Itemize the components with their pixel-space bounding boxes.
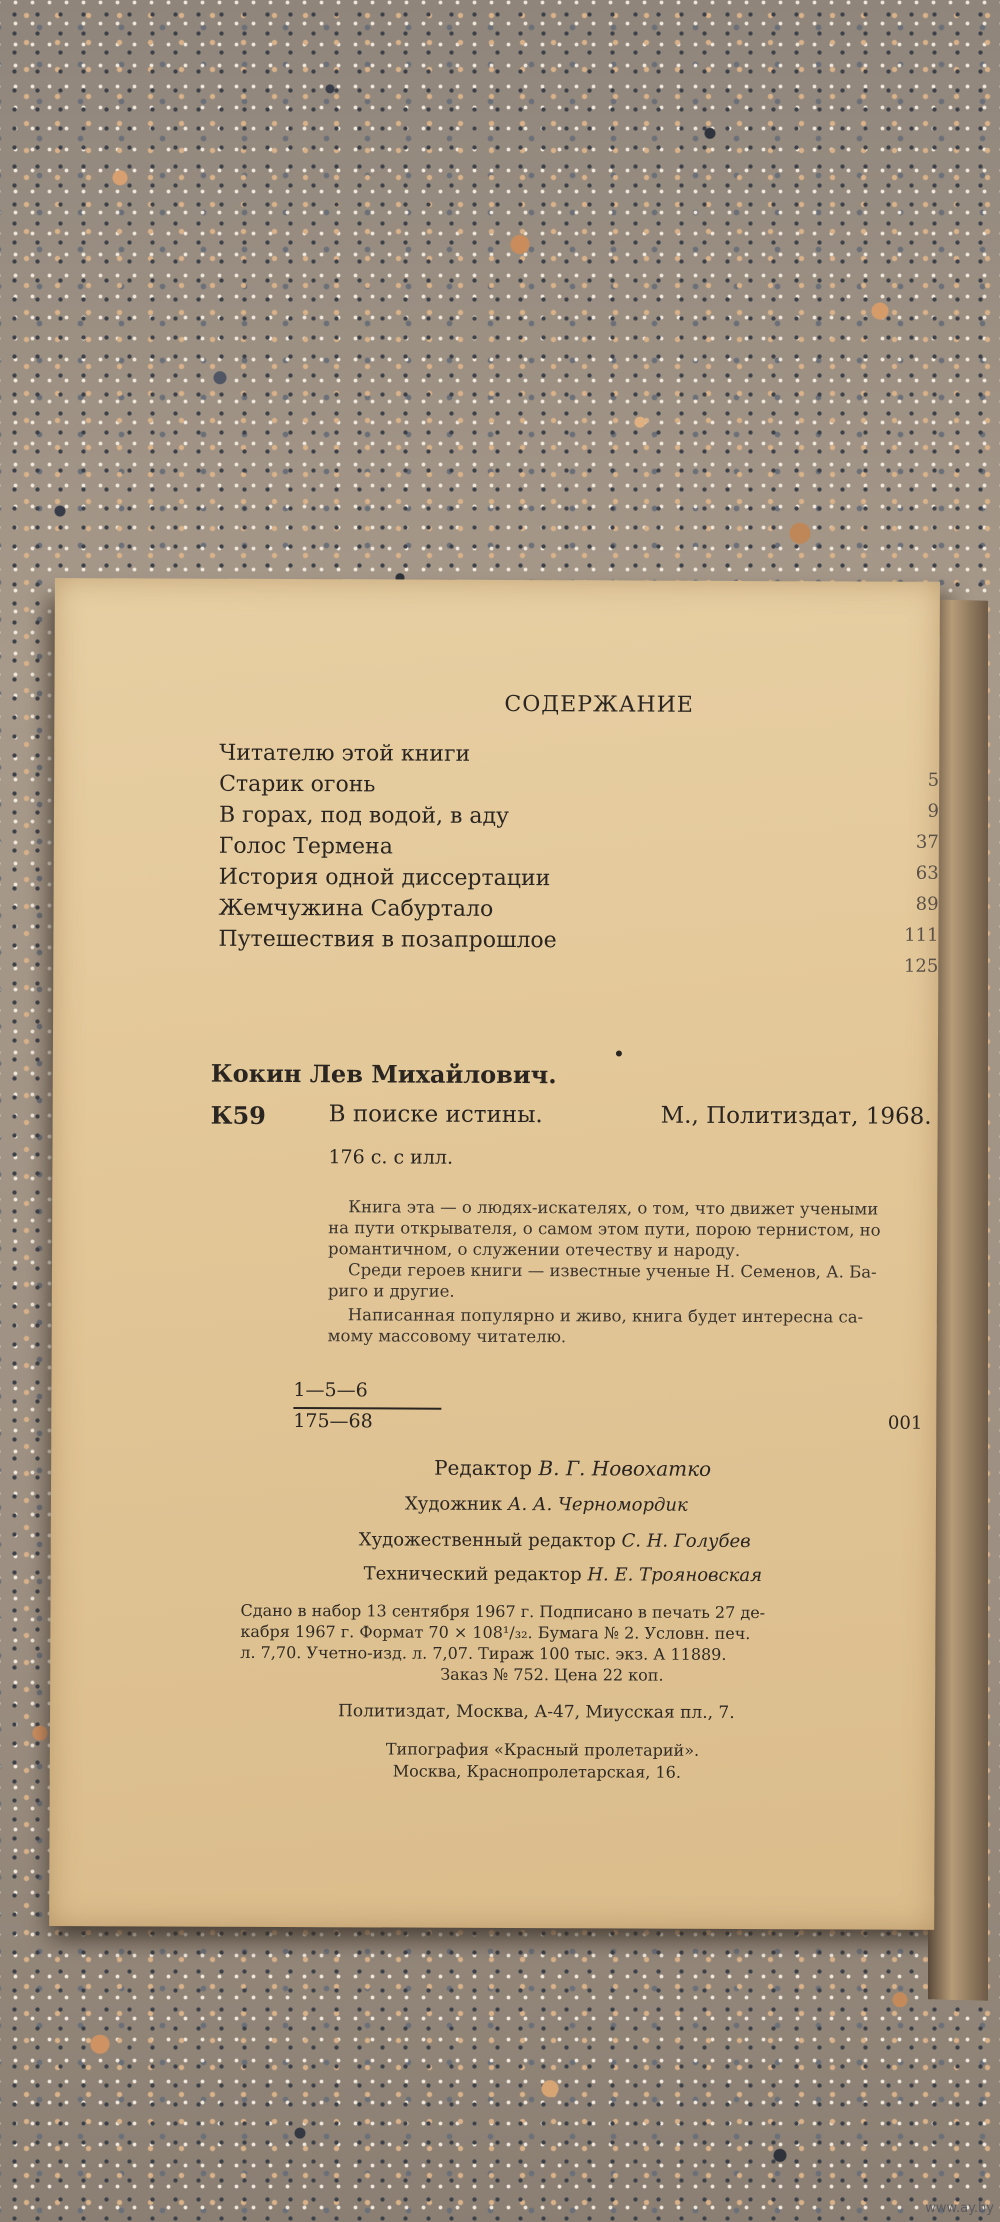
contents-title: СОДЕРЖАНИЕ (504, 691, 694, 718)
toc-item: Читателю этой книги (219, 740, 471, 767)
annotation-line: романтичном, о служении отечеству и народу. (328, 1239, 741, 1260)
catalog-serial: 001 (887, 1412, 923, 1434)
ornament-dot (616, 1050, 622, 1056)
annotation-line: на пути открывателя, о самом этом пути, порою тернистом, но (328, 1218, 881, 1240)
catalog-pages: 176 с. с илл. (328, 1146, 454, 1169)
art-editor-name: С. Н. Голубев (621, 1530, 751, 1553)
annotation-line: риго и другие. (327, 1281, 455, 1301)
printing-line: л. 7,70. Учетно-изд. л. 7,07. Тираж 100 тыс. экз. А 11889. (240, 1642, 727, 1664)
catalog-index-top: 1—5—6 (293, 1379, 368, 1402)
printing-line: Заказ № 752. Цена 22 коп. (440, 1664, 664, 1685)
artist-credit (405, 1494, 688, 1516)
toc-page-number: 9 (927, 800, 940, 822)
printer-name: Типография «Красный пролетарий». (385, 1739, 700, 1760)
annotation-line: Написанная популярно и живо, книга будет интересна са- (347, 1305, 864, 1327)
toc-item: Путешествия в позапрошлое (218, 926, 557, 954)
printer-address: Москва, Краснопролетарская, 16. (392, 1761, 681, 1782)
book-page (49, 578, 940, 1930)
toc-page-number: 63 (915, 862, 939, 884)
art-editor-label: Художественный редактор (358, 1529, 616, 1552)
artist-label: Художник (404, 1493, 503, 1515)
printing-line: кабря 1967 г. Формат 70 × 108¹/₃₂. Бумага № 2. Условн. печ. (240, 1621, 751, 1644)
art-editor-credit (359, 1529, 751, 1552)
tech-editor-label: Технический редактор (363, 1563, 582, 1586)
artist-name: А. А. Черномордик (507, 1493, 688, 1516)
watermark: www.ay.by (925, 2201, 994, 2216)
tech-editor-name: Н. Е. Трояновская (587, 1564, 763, 1587)
catalog-code: К59 (210, 1100, 266, 1130)
editor-name: В. Г. Новохатко (538, 1456, 712, 1481)
toc-item: В горах, под водой, в аду (218, 802, 510, 829)
editor-label: Редактор (434, 1455, 533, 1481)
catalog-index-bottom: 175—68 (293, 1410, 373, 1433)
catalog-title: В поиске истины. (328, 1101, 543, 1129)
toc-item: История одной диссертации (218, 864, 551, 892)
toc-item: Голос Термена (218, 833, 393, 860)
toc-item: Жемчужина Сабуртало (218, 895, 494, 922)
editor-credit (434, 1456, 711, 1481)
toc-page-number: 89 (915, 893, 939, 915)
toc-page-number: 5 (927, 769, 940, 791)
annotation-line: Книга эта — о людях-искателях, о том, что движет учеными (348, 1197, 879, 1219)
toc-page-number: 111 (904, 924, 939, 946)
catalog-imprint: М., Политиздат, 1968. (660, 1102, 932, 1130)
toc-item: Старик огонь (219, 771, 376, 798)
publisher-address: Политиздат, Москва, А-47, Миусская пл., 7. (338, 1701, 735, 1723)
printing-line: Сдано в набор 13 сентября 1967 г. Подписано в печать 27 де- (240, 1600, 766, 1623)
catalog-author: Кокин Лев Михайлович. (210, 1058, 557, 1090)
toc-page-number: 125 (903, 955, 939, 977)
annotation-line: мому массовому читателю. (327, 1326, 567, 1347)
toc-page-number: 37 (915, 831, 939, 853)
annotation-line: Среди героев книги — известные ученые Н. Семенов, А. Ба- (347, 1260, 877, 1282)
tech-editor-credit (364, 1563, 762, 1586)
